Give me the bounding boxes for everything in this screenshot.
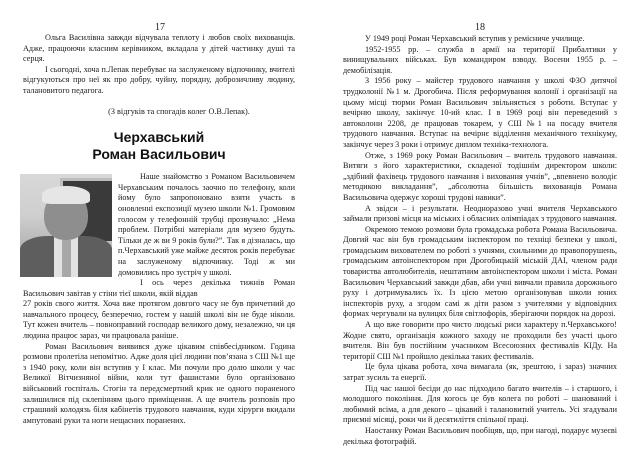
portrait-photo xyxy=(20,174,112,277)
paragraph: І сьогодні, хоча п.Лепак перебуває на заслуженому відпочинку, вчителі відгукуються про неї як про добру, чуйну, порядну, доброзичливу людину, талановитого педагога. xyxy=(23,64,295,95)
heading-surname: Черхавський xyxy=(113,129,205,146)
right-page-text xyxy=(343,34,617,447)
page-number: 17 xyxy=(155,22,165,33)
right-page xyxy=(320,0,640,452)
paragraph: Окремою темою розмови була громадська робота Романа Васильовича. Довгий час він був громадським інспектором по техніці безпеки у школі, громадським вихователем по роботі з учнями, схильними до правопорушень, громадським автоінспектором при Дрогобицькій міській ДАІ, членом ради товариства автолюбителів, нештатним автоінспектором школи і міста. Роман Васильович Черхавський завжди дбав, аби учні вивчали правила дорожнього руху і дотримувались їх. Із цією метою організовував школи юних інспекторів руху, а згодом самі ж діти разом з учителями у відповідних формах чергували на вулицях біля світлофорів, зберігаючи порядок на дорозі. xyxy=(343,224,617,319)
paragraph: 27 років свого життя. Хоча вже протягом довгого часу не був причетний до навчального процесу, безперечно, гостем у нашій школі він не буде ніколи. Тут кожен вчитель – повноправний господар великого дому, незалежно, чи ця людина працює зараз, чи працювала раніше. xyxy=(23,299,295,341)
photo-tie xyxy=(62,240,71,277)
left-page-text xyxy=(23,33,295,426)
paragraph: І ось через декілька тижнів Роман Васильович завітав у стіни тієї школи, якій віддав xyxy=(23,278,295,298)
section-heading xyxy=(23,129,295,162)
paragraph: Ольга Василівна завжди відчувала теплоту і любов своїх вихованців. Адже, працюючи класним керівником, вкладала у дітей частинку душі та серця. xyxy=(23,33,295,64)
paragraph: Наостанку Роман Васильович пообіцяв, що, при нагоді, подарує музеєві декілька фотографій. xyxy=(343,425,617,446)
paragraph: Це була цікава робота, хоча вимагала (як, зрештою, і зараз) значних затрат зусиль та енергії. xyxy=(343,362,617,382)
paragraph: А що вже говорити про чисто людські риси характеру п.Черхавського! Жодне свято, організація кожного заходу не проходили без участі цього вчителя. Він був постійним учасником Всесоюзних фестивалів КІДу. На території СШ №1 пройшло декілька таких фестивалів. xyxy=(343,320,617,361)
paragraph: А звідси – і результати. Неодноразово учні вчителя Черхавського займали призові місця на міських і обласних олімпіадах з трудового навчання. xyxy=(343,203,617,224)
photo-hair xyxy=(42,186,90,204)
source-citation: (З відгуків та спогадів колег О.В.Лепак). xyxy=(108,106,250,116)
paragraph: У 1949 році Роман Черхавський вступив у ремісниче училище. xyxy=(365,34,585,43)
paragraph: Наше знайомство з Романом Васильовичем Черхавським почалось заочно по телефону, коли йому було запропоновано взяти участь в оновленні експозиції музею школи №1. Громовим голосом у телефонній трубці прозвучало: „Нема проблем. Потрібні матеріали для музею будуть. Тільки де ж ви 9 років були?”. Так я дізналась, що п.Черхавський уже майже десяток років перебуває на заслуженому відпочинку. Тоді ж ми домовились про зустріч у школі. xyxy=(118,172,295,277)
paragraph: Роман Васильович виявився дуже цікавим співбесідником. Година розмови пролетіла непомітно. Адже доля цієї людини пов’язана з СШ №1 ще з 1940 року, коли він вступив у І клас. Ми почули про долю школи у час Великої Вітчизняної війни, коли тут фашистами було організовано військовий госпіталь. Стогін та передсмертний крик не одного пораненого залишилися під склепінням цього приміщення. А ще вчитель розповів про страшний колодязь біля кабінетів трудового навчання, куди хірурги вкидали ампутовані руки та ноги нещасних поранених. xyxy=(23,341,295,425)
paragraph: Отже, з 1969 року Роман Васильович – вчитель трудового навчання. Витяги з його характеристики, складеної тодішнім директором школи: „здібний фахівець трудового навчання і виховання учнів”, „впевнено володіє методикою викладання”, „абсолютна більшість вихованців Романа Васильовича одержує хороші трудові навики”. xyxy=(343,150,617,202)
paragraph: 1952-1955 рр. – служба в армії на території Прибалтики у винищувальних військах. Був командиром взводу. Восени 1955 р. – демобілізація. xyxy=(343,44,617,75)
heading-name: Роман Васильович xyxy=(92,145,226,162)
paragraph: З 1956 року – майстер трудового навчання у школі ФЗО дитячої трудколонії №1 м. Дрогобича. Після реформування колонії і організації на цьому місці тюрми Роман Васильович звільняється з роботи. Вступає у вечірню школу, закінчує 10-ий клас. І в 1969 році він переведений з автоколони 2208, де працював токарем, у СШ №1 на посаду вчителя трудового навчання. Вступає на вечірнє відділення механічного технікуму, закінчує через 3 роки і отримує диплом техніка-технолога. xyxy=(343,76,617,149)
paragraph: Під час нашої бесіди до нас підходило багато вчителів – і старшого, і молодшого покоління. Для когось це був колега по роботі – шанований і любимий всіма, а для декого – цікавий і талановитий учитель. Усі згадували приємні місяці, роки чи й десятиліття спільної праці. xyxy=(343,383,617,425)
page-number: 18 xyxy=(475,22,485,33)
